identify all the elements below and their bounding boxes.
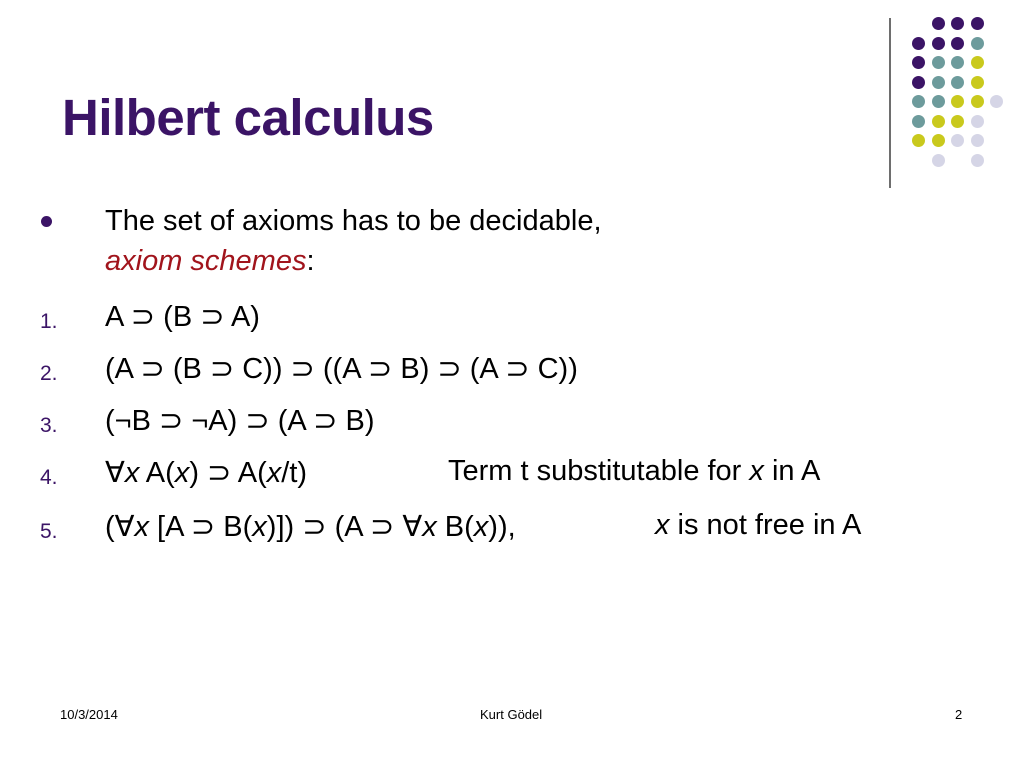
- decorative-dot: [912, 115, 925, 128]
- var-x: x: [252, 511, 267, 543]
- footer-author: Kurt Gödel: [480, 707, 543, 722]
- decorative-dot: [951, 76, 964, 89]
- var-x: x: [655, 509, 670, 541]
- var-x: x: [174, 457, 190, 489]
- decorative-dot: [951, 115, 964, 128]
- formula-part: (∀: [105, 511, 135, 543]
- decorative-dot: [990, 95, 1003, 108]
- decorative-dot: [932, 56, 945, 69]
- decorative-dot: [912, 56, 925, 69]
- axiom-schemes-emphasis: axiom schemes: [105, 245, 307, 277]
- decorative-dot: [971, 37, 984, 50]
- formula-part: )]) ⊃ (A ⊃ ∀: [266, 511, 423, 543]
- bullet-colon: :: [306, 245, 315, 277]
- var-x: x: [124, 457, 140, 489]
- condition-part: is not free in A: [669, 509, 862, 541]
- decorative-dot: [971, 154, 984, 167]
- decorative-dot: [971, 95, 984, 108]
- decorative-dot: [951, 17, 964, 30]
- forall-symbol: ∀: [105, 457, 125, 489]
- axiom-formula-5: [105, 509, 516, 544]
- decorative-dot: [951, 37, 964, 50]
- decorative-dot: [951, 95, 964, 108]
- formula-part: )),: [488, 511, 516, 543]
- bullet-text: [105, 201, 602, 281]
- decorative-dot: [912, 37, 925, 50]
- axiom-formula-1: A ⊃ (B ⊃ A): [105, 301, 260, 333]
- formula-part: [A ⊃ B(: [149, 511, 253, 543]
- decorative-dot: [932, 134, 945, 147]
- axiom-formula-2: (A ⊃ (B ⊃ C)) ⊃ ((A ⊃ B) ⊃ (A ⊃ C)): [105, 353, 578, 385]
- decorative-dot: [971, 76, 984, 89]
- var-x: x: [134, 511, 149, 543]
- decorative-dot: [951, 134, 964, 147]
- decorative-dot: [932, 37, 945, 50]
- formula-part: /t): [281, 457, 308, 489]
- axiom-formula-3: (¬B ⊃ ¬A) ⊃ (A ⊃ B): [105, 405, 375, 437]
- decorative-dot: [971, 115, 984, 128]
- slide-title: Hilbert calculus: [62, 89, 434, 146]
- decorative-dot: [912, 134, 925, 147]
- condition-part: in A: [763, 455, 821, 487]
- decorative-dot: [932, 95, 945, 108]
- bullet-line-1: The set of axioms has to be decidable,: [105, 205, 602, 237]
- decorative-dot: [932, 76, 945, 89]
- decorative-dot: [932, 154, 945, 167]
- var-x: x: [749, 455, 764, 487]
- decorative-dot: [912, 95, 925, 108]
- axiom-number-1: 1.: [40, 310, 58, 333]
- axiom-condition-5: [655, 509, 861, 542]
- var-x: x: [473, 511, 489, 543]
- footer-date: 10/3/2014: [60, 707, 118, 722]
- footer-page-number: 2: [955, 707, 963, 722]
- formula-part: A(: [139, 457, 175, 489]
- decorative-dot: [971, 134, 984, 147]
- axiom-formula-4: [105, 455, 307, 490]
- decorative-dot: [912, 76, 925, 89]
- decorative-vertical-line: [889, 18, 891, 188]
- bullet-marker-dot: [41, 216, 52, 227]
- var-x: x: [266, 457, 282, 489]
- formula-part: ) ⊃ A(: [189, 457, 267, 489]
- decorative-dot: [932, 17, 945, 30]
- formula-part: B(: [436, 511, 474, 543]
- axiom-condition-4: [448, 455, 820, 488]
- decorative-dot: [932, 115, 945, 128]
- condition-part: Term t substitutable for: [448, 455, 750, 487]
- axiom-number-2: 2.: [40, 362, 58, 385]
- axiom-number-3: 3.: [40, 414, 58, 437]
- axiom-number-5: 5.: [40, 520, 58, 543]
- var-x: x: [422, 511, 437, 543]
- decorative-dot: [971, 17, 984, 30]
- axiom-number-4: 4.: [40, 466, 58, 489]
- decorative-dot: [951, 56, 964, 69]
- decorative-dot: [971, 56, 984, 69]
